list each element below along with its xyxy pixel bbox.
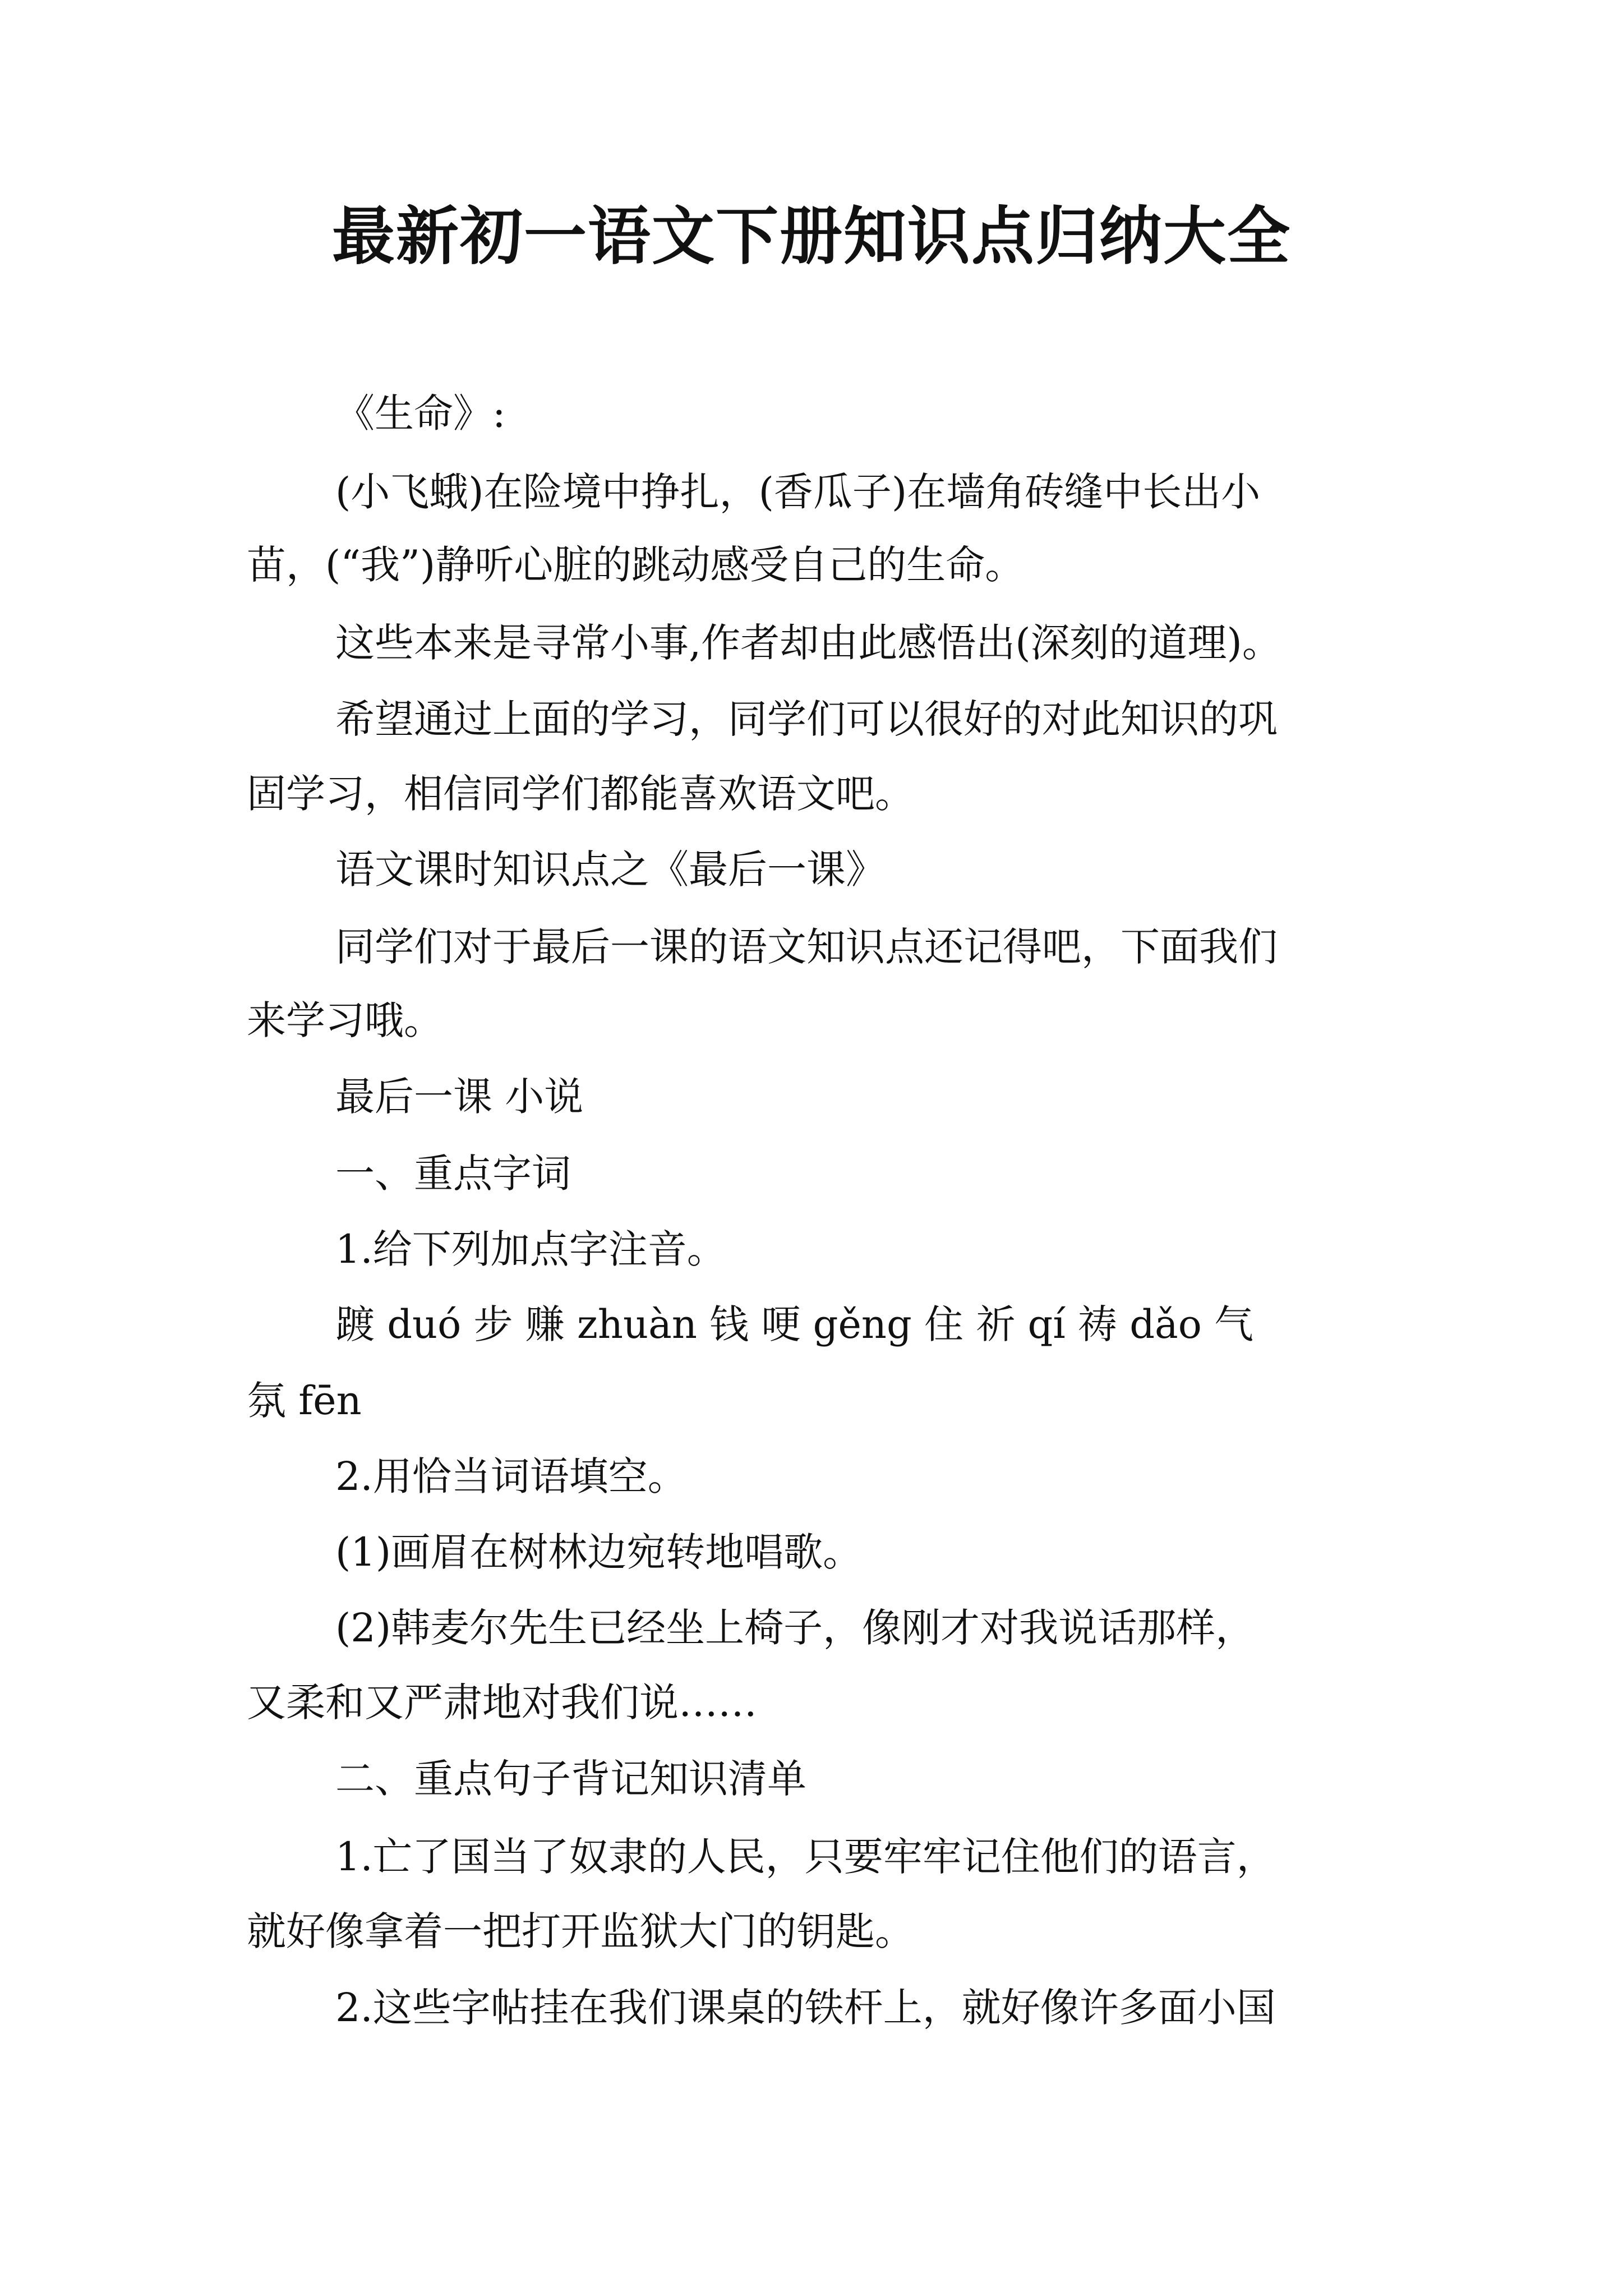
text-line: 就好像拿着一把打开监狱大门的钥匙。 (247, 1908, 914, 1954)
text-line: 1.亡了国当了奴隶的人民，只要牢牢记住他们的语言， (335, 1834, 1276, 1880)
document-title: 最新初一语文下册知识点归纳大全 (332, 200, 1291, 273)
text-line: 二、重点句子背记知识清单 (335, 1756, 806, 1802)
text-line: (1)画眉在树林边宛转地唱歌。 (335, 1529, 863, 1575)
text-line: 语文课时知识点之《最后一课》 (335, 846, 885, 892)
text-line: (小飞蛾)在险境中挣扎，(香瓜子)在墙角砖缝中长出小 (335, 469, 1261, 515)
text-line: 希望通过上面的学习，同学们可以很好的对此知识的巩 (335, 696, 1278, 742)
text-line: 1.给下列加点字注音。 (335, 1226, 726, 1272)
text-line: 《生命》: (335, 390, 506, 436)
text-line: 一、重点字词 (335, 1151, 571, 1197)
text-line: 又柔和又严肃地对我们说…… (247, 1680, 757, 1726)
text-line: 这些本来是寻常小事,作者却由此感悟出(深刻的道理)。 (335, 620, 1281, 666)
text-line: 苗，(“我”)静听心脏的跳动感受自己的生命。 (247, 542, 1025, 588)
text-line: 来学习哦。 (247, 997, 443, 1043)
text-line: 踱 duó 步 赚 zhuàn 钱 哽 gěng 住 祈 qí 祷 dǎo 气 (335, 1301, 1254, 1347)
text-line: 2.这些字帖挂在我们课桌的铁杆上，就好像许多面小国 (335, 1985, 1276, 2031)
text-line: 氛 fēn (247, 1378, 362, 1424)
text-line: (2)韩麦尔先生已经坐上椅子，像刚才对我说话那样， (335, 1605, 1255, 1651)
text-line: 固学习，相信同学们都能喜欢语文吧。 (247, 771, 914, 817)
text-line: 最后一课 小说 (335, 1074, 584, 1120)
text-line: 2.用恰当词语填空。 (335, 1453, 687, 1499)
text-line: 同学们对于最后一课的语文知识点还记得吧，下面我们 (335, 924, 1278, 970)
